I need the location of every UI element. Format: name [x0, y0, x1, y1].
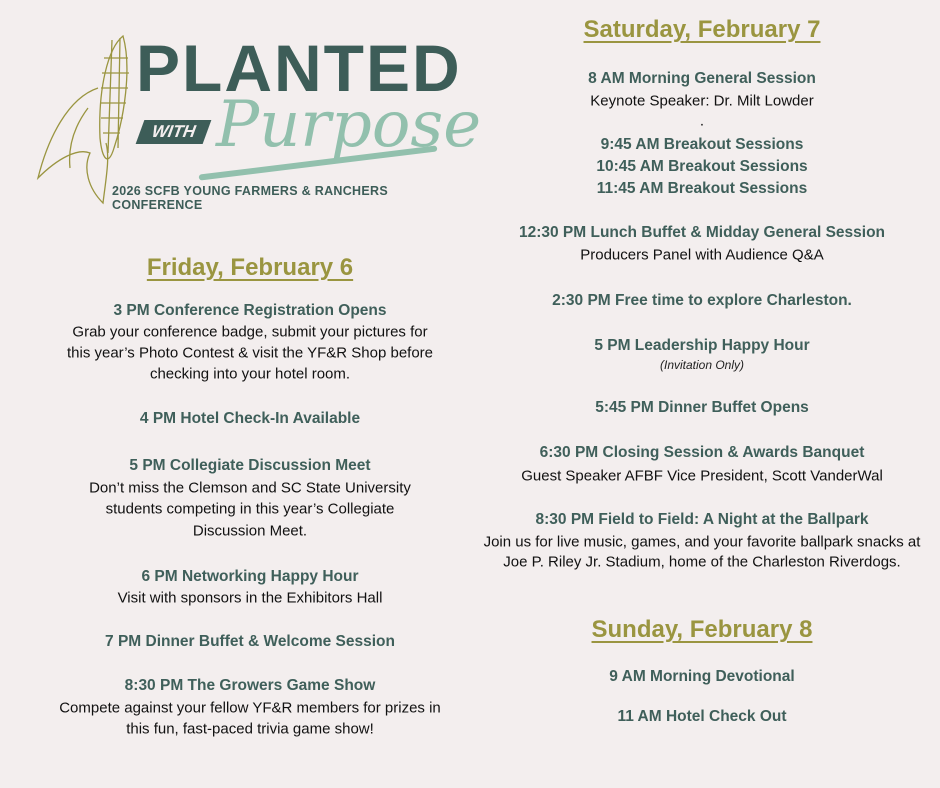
event-title: 10:45 AM Breakout Sessions [596, 158, 808, 175]
event-desc: Join us for live music, games, and your favorite ballpark snacks at [483, 533, 921, 551]
event-dot: . [699, 112, 705, 130]
event-title: 9:45 AM Breakout Sessions [600, 136, 804, 153]
conference-logo [28, 28, 482, 212]
friday-heading: Friday, February 6 [146, 254, 354, 281]
logo-purpose: Purpose [216, 88, 482, 162]
event-desc: Keynote Speaker: Dr. Milt Lowder [590, 92, 814, 110]
event-desc: Guest Speaker AFBF Vice President, Scott VanderWal [521, 467, 883, 485]
event-title: 6:30 PM Closing Session & Awards Banquet [539, 444, 865, 461]
event-desc: checking into your hotel room. [149, 365, 351, 383]
event-title: 5:45 PM Dinner Buffet Opens [595, 399, 809, 416]
event-title: 4 PM Hotel Check-In Available [139, 410, 361, 427]
event-desc: Producers Panel with Audience Q&A [580, 246, 824, 264]
sunday-heading: Sunday, February 8 [591, 616, 813, 643]
logo-planted: PLANTED [136, 31, 462, 105]
event-desc: Discussion Meet. [192, 522, 308, 540]
logo-subtitle: 2026 SCFB YOUNG FARMERS & RANCHERS CONFERENCE [112, 184, 388, 212]
event-desc: Don’t miss the Clemson and SC State University [89, 479, 411, 497]
event-desc: Visit with sponsors in the Exhibitors Hall [117, 589, 383, 607]
event-title: 5 PM Leadership Happy Hour [594, 337, 810, 354]
logo-with: WITH [136, 120, 212, 144]
event-desc: students competing in this year’s Collegiate [105, 500, 395, 518]
event-title: 11:45 AM Breakout Sessions [596, 180, 808, 197]
saturday-heading: Saturday, February 7 [583, 16, 821, 43]
event-title: 8 AM Morning General Session [588, 70, 816, 87]
event-title: 6 PM Networking Happy Hour [141, 568, 359, 585]
event-title: 7 PM Dinner Buffet & Welcome Session [105, 633, 395, 650]
event-title: 5 PM Collegiate Discussion Meet [129, 457, 371, 474]
event-desc: this fun, fast-paced trivia game show! [126, 720, 374, 738]
event-title: 2:30 PM Free time to explore Charleston. [552, 292, 852, 309]
event-title: 11 AM Hotel Check Out [617, 708, 787, 725]
corn-icon [28, 28, 138, 208]
event-title: 9 AM Morning Devotional [609, 668, 795, 685]
event-desc: Joe P. Riley Jr. Stadium, home of the Charleston Riverdogs. [503, 553, 901, 571]
event-title: 8:30 PM Field to Field: A Night at the Ballpark [535, 511, 869, 528]
event-title: 12:30 PM Lunch Buffet & Midday General Session [518, 224, 886, 241]
event-desc: Grab your conference badge, submit your pictures for [72, 323, 428, 341]
event-title: 8:30 PM The Growers Game Show [124, 677, 376, 694]
event-desc: Compete against your fellow YF&R members for prizes in [59, 699, 441, 717]
event-note: (Invitation Only) [659, 358, 745, 372]
event-title: 3 PM Conference Registration Opens [113, 302, 387, 319]
event-desc: this year’s Photo Contest & visit the YF&R Shop before [66, 344, 434, 362]
